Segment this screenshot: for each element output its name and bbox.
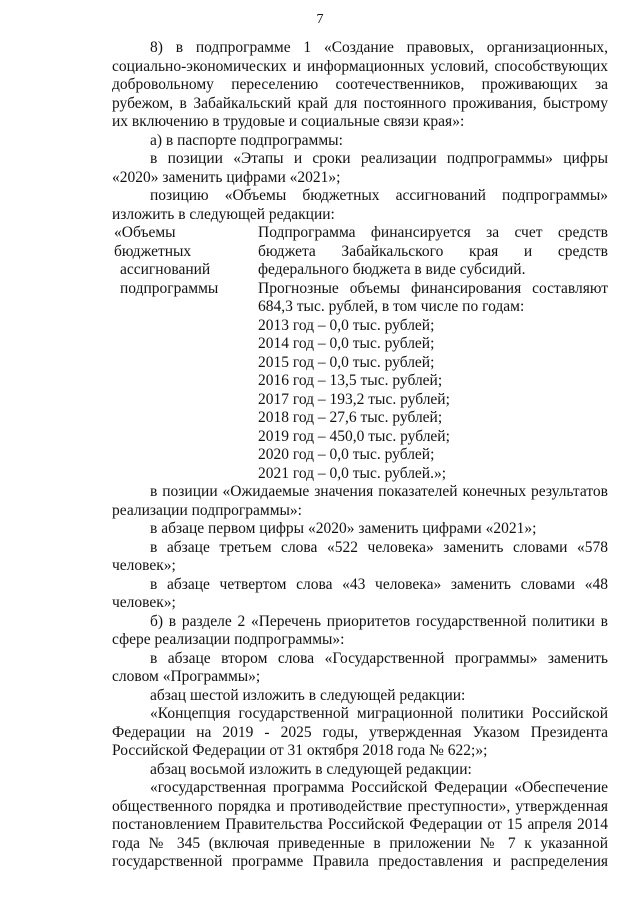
paragraph-budget-position: позицию «Объемы бюджетных ассигнований подпрограммы» изложить в следующей редакции:	[112, 187, 608, 223]
year-item: 2013 год – 0,0 тыс. рублей;	[258, 316, 435, 334]
year-item: 2019 год – 450,0 тыс. рублей;	[258, 427, 450, 445]
paragraph-sixth-abzac: абзац шестой изложить в следующей редакции:	[150, 686, 466, 704]
paragraph-fourth-abzac: в абзаце четвертом слова «43 человека» заменить словами «48 человек»;	[112, 575, 608, 611]
year-item: 2015 год – 0,0 тыс. рублей;	[258, 353, 435, 371]
budget-table-value	[258, 224, 608, 483]
table-label-line: «Объемы	[114, 224, 176, 241]
year-item: 2020 год – 0,0 тыс. рублей;	[258, 446, 435, 463]
budget-table	[112, 224, 608, 483]
paragraph-third-abzac: в абзаце третьем слова «522 человека» заменить словами «578 человек»;	[112, 538, 608, 574]
paragraph-item-8: 8) в подпрограмме 1 «Создание правовых, организационных, социально-экономических и информационных условий, способствующих добровольному переселению соотечественников, проживающих за рубежом, в Забайкальский край для постоянного проживания, быстрому их включению в трудовые и социальные связи края»:	[112, 39, 608, 130]
paragraph-first-abzac: в абзаце первом цифры «2020» заменить цифрами «2021»;	[150, 520, 537, 537]
year-item: 2018 год – 27,6 тыс. рублей;	[258, 409, 443, 426]
paragraph-concept-quote: «Концепция государственной миграционной политики Российской Федерации на 2019 - 2025 годы, утвержденная Указом Президента Российской Федерации от 31 октября 2018 года № 622;»;	[112, 705, 608, 759]
year-item: 2021 год – 0,0 тыс. рублей.»;	[258, 464, 447, 482]
paragraph-stages: в позиции «Этапы и сроки реализации подпрограммы» цифры «2020» заменить цифрами «2021»;	[112, 150, 608, 186]
year-item: 2014 год – 0,0 тыс. рублей;	[258, 335, 435, 352]
paragraph-section-2: б) в разделе 2 «Перечень приоритетов государственной политики в сфере реализации подпрограммы»:	[112, 612, 608, 648]
document-body	[112, 39, 608, 872]
paragraph-state-program: «государственная программа Российской Федерации «Обеспечение общественного порядка и противодействие преступности», утвержденная постановлением Правительства Российской Федерации от 15 апреля 2014 года № 345 (включая приведенные в приложении № 7 к указанной государственной программе Правила предоставления и распределения	[112, 779, 608, 870]
year-item: 2016 год – 13,5 тыс. рублей;	[258, 372, 443, 389]
table-label-line: ассигнований	[120, 261, 211, 278]
table-label-line: бюджетных	[114, 242, 192, 260]
budget-table-label	[112, 224, 258, 483]
year-item: 2017 год – 193,2 тыс. рублей;	[258, 390, 450, 408]
financing-forecast: Прогнозные объемы финансирования составляют 684,3 тыс. рублей, в том числе по годам:	[258, 279, 608, 315]
paragraph-second-abzac: в абзаце втором слова «Государственной программы» заменить словом «Программы»;	[112, 649, 608, 685]
paragraph-expected-results: в позиции «Ожидаемые значения показателей конечных результатов реализации подпрограммы»:	[112, 483, 608, 519]
page-number: 7	[316, 12, 324, 27]
paragraph-passport: а) в паспорте подпрограммы:	[150, 131, 343, 149]
years-list	[258, 317, 608, 484]
financing-source: Подпрограмма финансируется за счет средств бюджета Забайкальского края и средств федерального бюджета в виде субсидий.	[258, 224, 608, 278]
table-label-line: подпрограммы	[120, 279, 219, 297]
paragraph-eighth-abzac: абзац восьмой изложить в следующей редакции:	[150, 760, 472, 778]
